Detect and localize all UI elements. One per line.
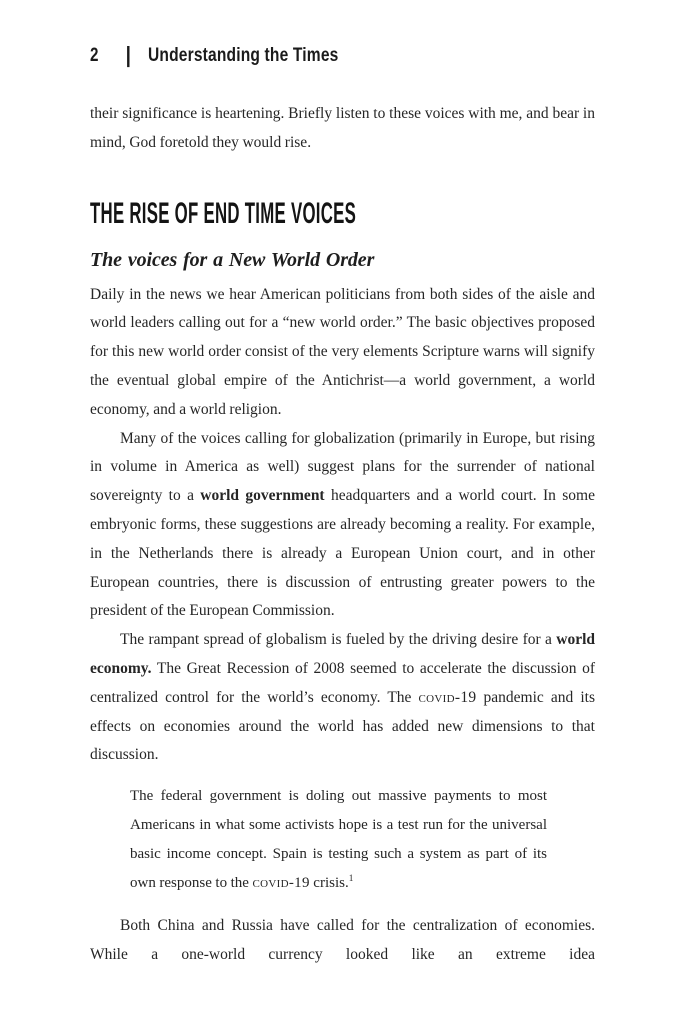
text-run: pandemic and its effects on economies around the world has added new dimensions to that discussion. [90,688,595,764]
smallcaps-text-run: covid-19 [252,875,310,892]
bold-text-run: world economy. [90,631,595,677]
header-divider: | [125,43,131,68]
page-number-wrap [90,46,101,66]
text-run: The Great Recession of 2008 seemed to accelerate the discussion of centralized control for the world’s economy. The [90,659,595,706]
section-subheading: The voices for a New World Order [90,248,375,271]
text-run: crisis. [309,875,349,892]
text-run: headquarters and a world court. In some embryonic forms, these suggestions are already becoming a reality. For example, in the Netherlands there is already a European Union court, and in other European countries, there is discussion of entrusting greater powers to the president of the European Commission. [90,487,595,620]
body-paragraph [90,281,595,425]
text-run: their significance is heartening. Briefly listen to these voices with me, and bear in mind, God foretold they would rise. [90,105,595,151]
body-paragraph [90,425,595,627]
section-heading [90,198,595,230]
text-run: Both China and Russia have called for the centralization of economies. While a one-world currency looked like an extreme idea [90,917,595,963]
intro-paragraph [90,100,595,158]
text-run: Daily in the news we hear American politicians from both sides of the aisle and world leaders calling out for a “new world order.” The basic objectives proposed for this new world order consist of the very elements Scripture warns will signify the eventual global empire of the Antichrist—a world government, a world economy, and a world religion. [90,285,595,418]
running-title: Understanding the Times [147,45,339,66]
section-heading-text: THE RISE OF END TIME VOICES [90,196,357,230]
body-paragraph [90,626,595,770]
text-run: The rampant spread of globalism is fueled by the driving desire for a [120,631,557,649]
body-paragraph [90,912,595,970]
page-body [90,281,595,970]
bold-text-run: world government [200,487,325,505]
footnote-marker: 1 [348,874,354,885]
running-title-wrap [148,46,380,66]
text-run: The federal government is doling out massive payments to most Americans in what some activists hope is a test run for the universal basic income concept. Spain is testing such a system as part of its own response to the [130,788,547,892]
text-run: Many of the voices calling for globalization (primarily in Europe, but rising in volume in America as well) suggest plans for the surrender of national sovereignty to a [90,429,595,505]
smallcaps-text-run: covid-19 [418,688,477,706]
page-number: 2 [90,45,99,66]
running-header [90,43,595,68]
block-quote [130,782,547,898]
